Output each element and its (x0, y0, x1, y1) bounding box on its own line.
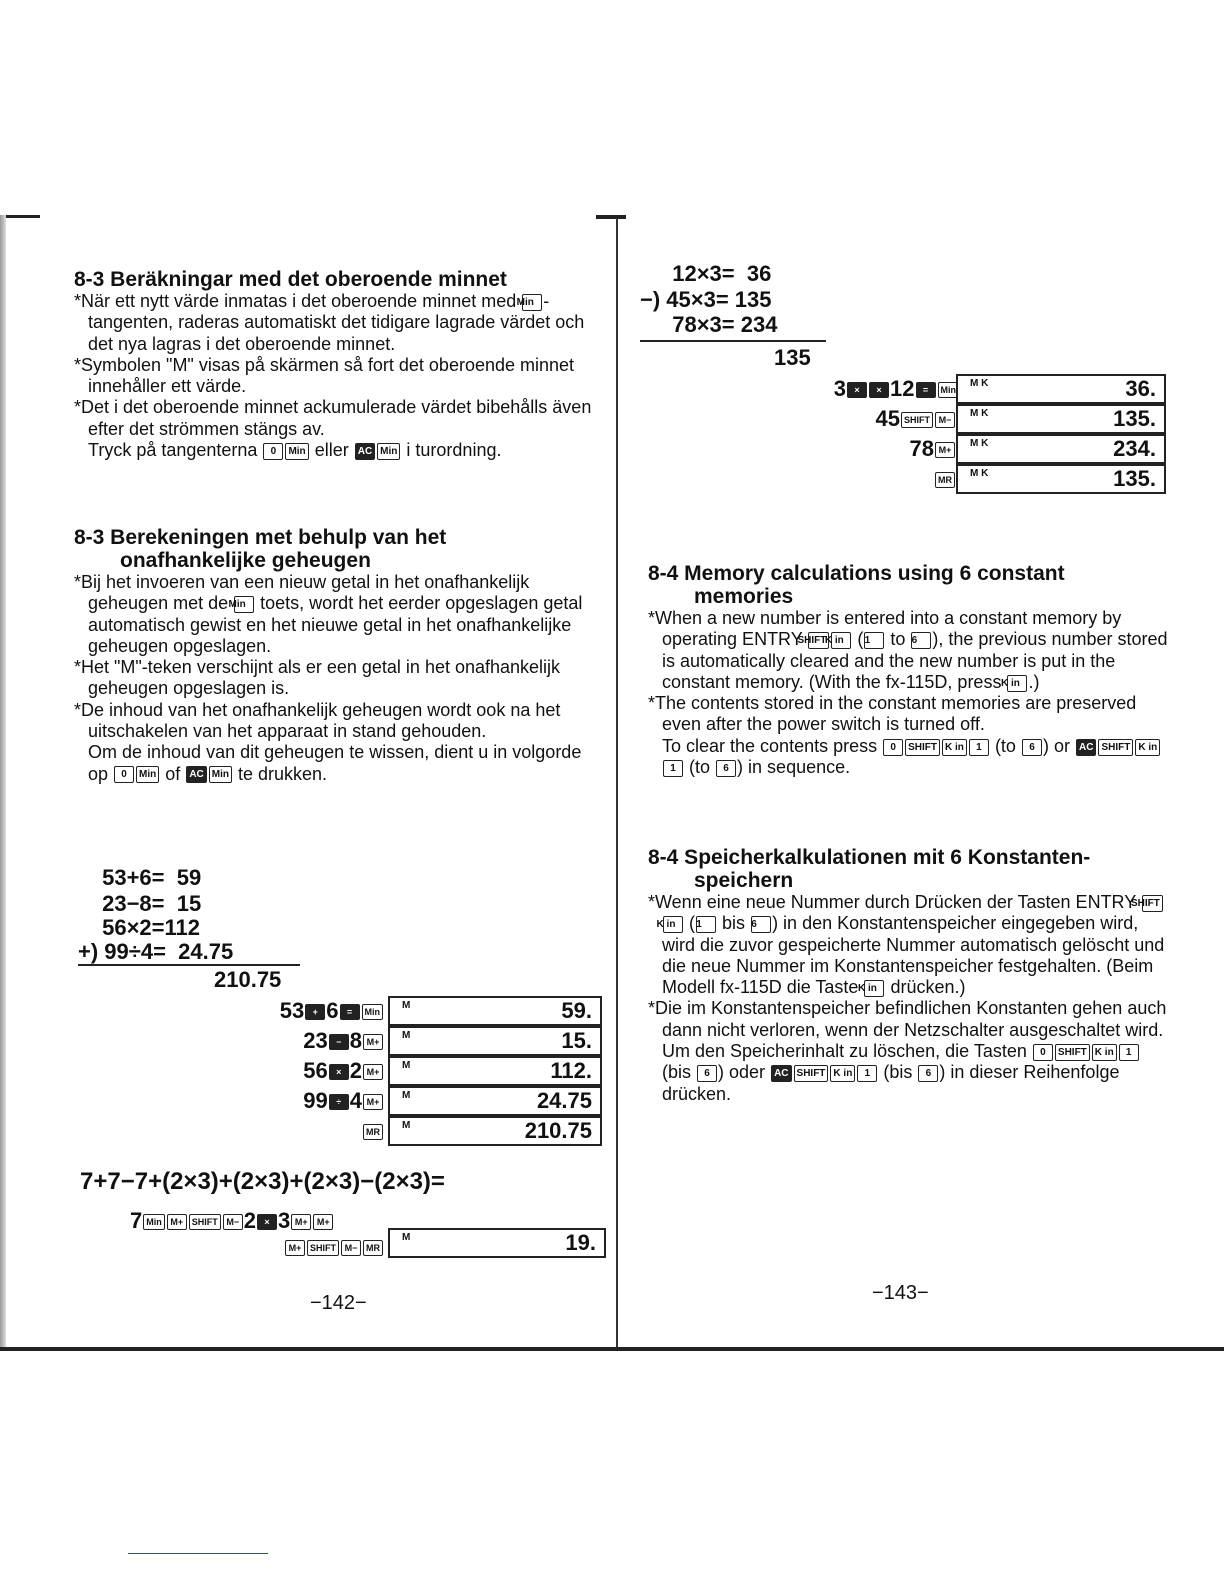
page-number-right: −143− (872, 1282, 929, 1304)
text-en-1a: *When a new number is entered into a constant memory by operating ENTRY (648, 608, 1122, 650)
text-de-3b: (bis (662, 1062, 692, 1083)
one-key-icon: 1 (857, 1065, 877, 1082)
seq-num: 3 (833, 376, 847, 401)
text-de-1a: *Wenn eine neue Nummer durch Drücken der Tasten ENTRY (648, 892, 1136, 912)
calc-display-1 (956, 374, 1166, 404)
kin-key-icon: K in (830, 1065, 855, 1082)
memory-indicator: M (402, 1030, 411, 1041)
seq-num: 3 (278, 1208, 291, 1233)
memory-indicator: M (402, 1120, 411, 1131)
mminus-key-icon: M− (223, 1214, 243, 1230)
min-key-icon: Min (362, 1004, 384, 1020)
six-key-icon: 6 (1022, 739, 1042, 756)
six-key-icon: 6 (911, 632, 931, 649)
min-key-icon: Min (285, 443, 308, 460)
display-row-3 (388, 1056, 602, 1086)
text-de-1b: ( (689, 913, 696, 934)
text-de-3a: Um den Speicherinhalt zu löschen, die Tasten (662, 1041, 1027, 1062)
text-sv-1a: *När ett nytt värde inmatas i det oberoende minnet med (74, 291, 517, 311)
heading-en-line1: 8-4 Memory calculations using 6 constant (648, 562, 1065, 585)
seq-num: 12 (890, 376, 915, 401)
calc-display-3 (956, 434, 1166, 464)
seq-num: 4 (349, 1088, 362, 1113)
display-value: 15. (561, 1028, 592, 1053)
display-value: 234. (1113, 436, 1156, 461)
text-en-1d: ), the previous number stored is automatically cleared and the new number is put in the constant memory. (With the fx-115D, press (662, 629, 1168, 692)
example-total: 210.75 (214, 967, 282, 992)
mminus-key-icon: M− (935, 412, 955, 428)
divide-key-icon: ÷ (329, 1094, 349, 1110)
bottom-rule (0, 1347, 1224, 1351)
calc-eq-1: 12×3= 36 (660, 261, 772, 286)
display-example2 (388, 1228, 606, 1258)
page-number-left: −142− (310, 1292, 367, 1314)
display-value: 135. (1113, 406, 1156, 431)
times-key-icon: × (869, 382, 889, 398)
ac-key-icon: AC (771, 1065, 791, 1082)
key-seq-example2-line1 (130, 1208, 388, 1234)
heading-en (648, 562, 1168, 608)
text-en-1c: to (890, 629, 906, 650)
spine-top-mark (596, 215, 626, 219)
text-nl-1b: toets, wordt het eerder opgeslagen getal automatisch gewist en het nieuwe getal in het onafhankelijke geheugen opgeslagen. (88, 593, 583, 656)
ac-key-icon: AC (186, 766, 206, 783)
key-seq-row-5 (230, 1118, 384, 1144)
memory-indicator: M (402, 1090, 411, 1101)
kin-key-icon: K in (1007, 675, 1027, 692)
para-en-1 (648, 608, 1168, 693)
blue-line (128, 1553, 268, 1554)
kin-key-icon: K in (942, 739, 967, 756)
text-en-3c: ) or (1042, 735, 1070, 756)
mplus-key-icon: M+ (363, 1094, 383, 1110)
para-de-2: *Die im Konstantenspeicher befindlichen Konstanten gehen auch dann nicht verloren, wenn der Netzschalter ausgeschaltet wird. (648, 998, 1167, 1040)
para-sv-1 (74, 291, 594, 355)
heading-de-line1: 8-4 Speicherkalkulationen mit 6 Konstanten- (648, 846, 1091, 869)
text-sv-4a: Tryck på tangenterna (88, 440, 258, 461)
mplus-key-icon: M+ (285, 1240, 305, 1256)
text-en-1e: .) (1028, 671, 1040, 692)
min-key-icon: Min (938, 382, 960, 398)
six-key-icon: 6 (716, 760, 736, 777)
one-key-icon: 1 (696, 916, 716, 933)
seq-num: 8 (349, 1028, 362, 1053)
zero-key-icon: 0 (114, 766, 134, 783)
para-en-2: *The contents stored in the constant memories are preserved even after the power switch is turned off. (648, 693, 1137, 735)
para-sv-4 (74, 440, 594, 461)
sum-line (640, 340, 826, 342)
equals-key-icon: = (916, 382, 936, 398)
display-row-5 (388, 1116, 602, 1146)
calc-eq-3: 78×3= 234 (660, 312, 778, 337)
display-value: 112. (550, 1058, 592, 1083)
heading-nl-line2: onafhankelijke geheugen (120, 549, 371, 572)
text-nl-4c: te drukken. (238, 763, 328, 784)
shift-key-icon: SHIFT (1055, 1044, 1090, 1061)
calc-seq-row-2 (760, 406, 956, 432)
para-de-1 (648, 892, 1168, 998)
text-en-3a: To clear the contents press (662, 735, 878, 756)
text-en-3b: (to (994, 735, 1016, 756)
text-de-3d: (bis (883, 1062, 913, 1083)
section-de (648, 846, 1168, 1105)
min-key-icon: Min (377, 443, 400, 460)
left-page-edge (0, 215, 6, 1350)
times-key-icon: × (257, 1214, 277, 1230)
kin-key-icon: K in (1135, 739, 1160, 756)
book-spine (616, 218, 618, 1348)
heading-de (648, 846, 1168, 892)
memory-indicator: M K (970, 378, 989, 389)
text-nl-4a: Om de inhoud van dit geheugen te wissen, dient u in volgorde op (88, 742, 582, 784)
para-sv-2: *Symbolen "M" visas på skärmen så fort det oberoende minnet innehåller ett värde. (74, 354, 575, 397)
text-sv-4c: i turordning. (406, 440, 502, 461)
section-sv (74, 268, 594, 461)
text-sv-4b: eller (314, 440, 349, 461)
para-de-3 (648, 1041, 1168, 1105)
mr-key-icon: MR (935, 472, 955, 488)
display-value: 19. (565, 1230, 596, 1255)
calc-total: 135 (774, 345, 811, 370)
mminus-key-icon: M− (341, 1240, 361, 1256)
text-de-1c: bis (722, 913, 746, 934)
min-key-icon: Min (522, 294, 542, 311)
ac-key-icon: AC (355, 443, 375, 460)
seq-num: 23 (303, 1028, 328, 1053)
seq-num: 56 (303, 1058, 328, 1083)
shift-key-icon: SHIFT (905, 739, 940, 756)
top-rule (0, 215, 40, 218)
section-nl (74, 526, 598, 785)
text-de-3c: ) oder (718, 1062, 766, 1083)
example2-eq: 7+7−7+(2×3)+(2×3)+(2×3)−(2×3)= (80, 1168, 445, 1195)
memory-indicator: M (402, 1232, 411, 1243)
min-key-icon: Min (209, 766, 232, 783)
six-key-icon: 6 (697, 1065, 717, 1082)
text-sv-1b: -tangenten, raderas automatiskt det tidigare lagrade värdet och det nya lagras i det oberoende minnet. (88, 291, 585, 354)
equals-key-icon: = (340, 1004, 360, 1020)
mplus-key-icon: M+ (313, 1214, 333, 1230)
kin-key-icon: K in (1092, 1044, 1117, 1061)
seq-num: 2 (243, 1208, 256, 1233)
para-nl-3: *De inhoud van het onafhankelijk geheugen wordt ook na het uitschakelen van het apparaat in stand gehouden. (74, 699, 561, 742)
one-key-icon: 1 (1119, 1044, 1139, 1061)
text-nl-1a: *Bij het invoeren van een nieuw getal in het onafhankelijk geheugen met de (74, 572, 530, 614)
shift-key-icon: SHIFT (189, 1214, 221, 1230)
memory-indicator: M (402, 1060, 411, 1071)
one-key-icon: 1 (663, 760, 683, 777)
display-value: 210.75 (524, 1118, 592, 1143)
memory-indicator: M (402, 1000, 411, 1011)
example-eq-4: +) 99÷4= 24.75 (78, 939, 234, 964)
display-value: 36. (1125, 376, 1156, 401)
para-nl-1 (74, 572, 598, 657)
zero-key-icon: 0 (883, 739, 903, 756)
seq-num: 53 (279, 998, 305, 1023)
calc-eq-2: −) 45×3= 135 (640, 287, 772, 312)
plus-key-icon: + (305, 1004, 325, 1020)
shift-key-icon: SHIFT (901, 412, 933, 428)
seq-num: 99 (303, 1088, 328, 1113)
calc-seq-row-1 (760, 376, 960, 402)
key-seq-row-1 (230, 998, 384, 1024)
memory-indicator: M K (970, 408, 989, 419)
mr-key-icon: MR (363, 1240, 383, 1256)
six-key-icon: 6 (751, 916, 771, 933)
kin-key-icon: K in (864, 980, 884, 997)
example-eq-3: 56×2=112 (96, 915, 201, 940)
display-row-4 (388, 1086, 602, 1116)
mplus-key-icon: M+ (363, 1064, 383, 1080)
minus-key-icon: − (329, 1034, 349, 1050)
mplus-key-icon: M+ (363, 1034, 383, 1050)
para-nl-4 (74, 742, 598, 785)
times-key-icon: × (329, 1064, 349, 1080)
calc-seq-row-3 (760, 436, 956, 462)
para-nl-2: *Het "M"-teken verschijnt als er een getal in het onafhankelijk geheugen opgeslagen is. (74, 657, 561, 699)
times-key-icon: × (847, 382, 867, 398)
seq-num: 78 (909, 436, 934, 461)
display-row-2 (388, 1026, 602, 1056)
mplus-key-icon: M+ (167, 1214, 187, 1230)
example-eq-2: 23−8= 15 (96, 891, 202, 916)
example-eq-1: 53+6= 59 (96, 865, 202, 890)
text-en-1b: ( (857, 629, 864, 650)
zero-key-icon: 0 (1033, 1044, 1053, 1061)
key-seq-example2-line2 (230, 1234, 384, 1260)
text-de-1e: drücken.) (890, 977, 966, 998)
shift-key-icon: SHIFT (808, 632, 829, 649)
calc-seq-row-4 (760, 466, 956, 492)
shift-key-icon: SHIFT (794, 1065, 829, 1082)
heading-nl-line1: 8-3 Berekeningen met behulp van het (74, 526, 447, 549)
display-value: 24.75 (536, 1088, 592, 1113)
display-row-1 (388, 996, 602, 1026)
text-nl-4b: of (165, 763, 181, 784)
shift-key-icon: SHIFT (1098, 739, 1133, 756)
text-en-3d: (to (689, 757, 711, 778)
ac-key-icon: AC (1076, 739, 1096, 756)
mr-key-icon: MR (363, 1124, 383, 1140)
six-key-icon: 6 (918, 1065, 938, 1082)
shift-key-icon: SHIFT (1142, 895, 1163, 912)
memory-indicator: M K (970, 468, 989, 479)
seq-num: 7 (130, 1208, 143, 1233)
calc-display-4 (956, 464, 1166, 494)
shift-key-icon: SHIFT (307, 1240, 339, 1256)
para-en-3 (648, 736, 1168, 779)
one-key-icon: 1 (864, 632, 884, 649)
one-key-icon: 1 (969, 739, 989, 756)
heading-nl (74, 526, 598, 572)
text-en-3e: ) in sequence. (737, 757, 851, 778)
seq-num: 45 (875, 406, 900, 431)
text-de-3e: ) in dieser Reihenfolge drücken. (662, 1062, 1120, 1104)
display-value: 59. (561, 998, 592, 1023)
text-de-1d: ) in den Konstantenspeicher eingegeben wird, wird die zuvor gespeicherte Nummer automatisch gelöscht und die neue Nummer im Konstantenspeicher festgehalten. (Beim Modell fx-115D die Taste (662, 913, 1165, 998)
heading-en-line2: memories (694, 585, 794, 608)
heading-sv: 8-3 Beräkningar med det oberoende minnet (74, 268, 507, 291)
sum-line (78, 964, 300, 966)
kin-key-icon: K in (663, 916, 683, 933)
calc-display-2 (956, 404, 1166, 434)
min-key-icon: Min (136, 766, 159, 783)
min-key-icon: Min (143, 1214, 165, 1230)
section-en (648, 562, 1168, 778)
seq-num: 2 (349, 1058, 362, 1083)
mplus-key-icon: M+ (291, 1214, 311, 1230)
heading-de-line2: speichern (694, 869, 794, 892)
key-seq-row-2 (230, 1028, 384, 1054)
mplus-key-icon: M+ (935, 442, 955, 458)
memory-indicator: M K (970, 438, 989, 449)
display-value: 135. (1113, 466, 1156, 491)
kin-key-icon: K in (831, 632, 851, 649)
zero-key-icon: 0 (263, 443, 283, 460)
key-seq-row-3 (230, 1058, 384, 1084)
seq-num: 6 (326, 998, 339, 1023)
key-seq-row-4 (230, 1088, 384, 1114)
min-key-icon: Min (234, 596, 254, 613)
para-sv-3: *Det i det oberoende minnet ackumulerade värdet bibehålls även efter det strömmen stängs av. (74, 397, 592, 439)
